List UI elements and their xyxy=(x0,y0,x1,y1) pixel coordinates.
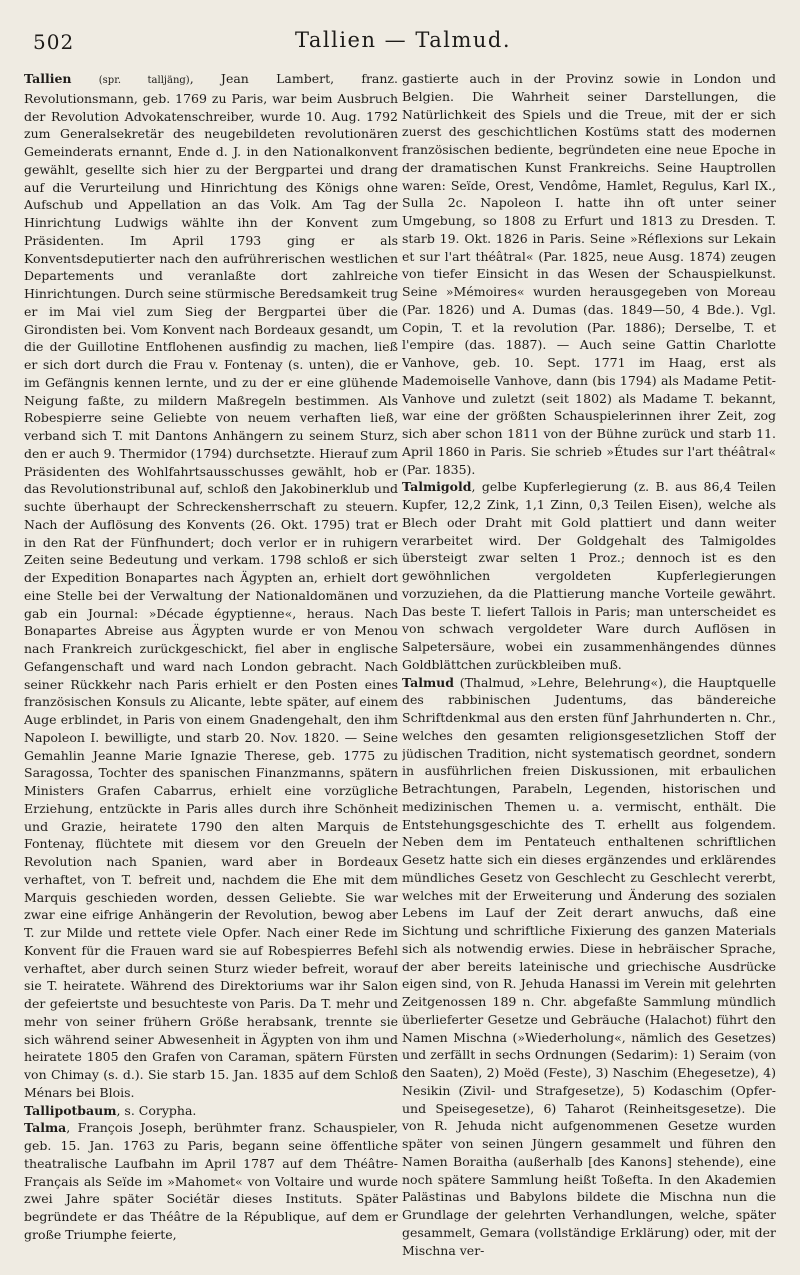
right-column xyxy=(402,70,776,1265)
running-title: Tallien — Talmud. xyxy=(294,28,512,52)
pronunciation: (spr. talljäng) xyxy=(98,75,190,86)
entry-text: , François Joseph, berühmter franz. Schauspieler, geb. 15. Jan. 1763 zu Paris, begann seine öffentliche theatralische Laufbahn im April 1787 auf dem Théâtre-Français als Seïde im »Mahomet« von Voltaire und wurde zwei Jahre später Sociétär dieses Instituts. Später begründete er das Théâtre de la République, auf dem er große Triumphe feierte, xyxy=(24,1120,398,1242)
headword: Tallien xyxy=(24,71,72,86)
entry-text: , gelbe Kupferlegierung (z. B. aus 86,4 Teilen Kupfer, 12,2 Zink, 1,1 Zinn, 0,3 Teilen Eisen), welche als Blech oder Draht mit Gold plattiert und dann weiter verarbeitet wird. Der Goldgehalt des Talmigoldes übersteigt zwar selten 1 Proz.; dennoch ist es den gewöhnlichen vergoldeten Kupferlegierungen vorzuziehen, da die Plattierung manche Vorteile gewährt. Das beste T. liefert Tallois in Paris; man unterscheidet es von schwach vergoldeter Ware durch Auflösen in Salpetersäure, wobei ein zusammenhängendes dünnes Goldblättchen zurückbleiben muß. xyxy=(402,479,776,672)
entry-talmigold xyxy=(402,478,776,673)
entry-text: , s. Corypha. xyxy=(116,1102,197,1118)
headword: Tallipotbaum xyxy=(24,1102,117,1118)
entry-talmud xyxy=(402,674,776,1260)
entry-talma xyxy=(24,1119,398,1243)
headword: Talmud xyxy=(402,674,455,690)
headword: Talma xyxy=(24,1120,67,1136)
entry-text: gastierte auch in der Provinz sowie in London und Belgien. Die Wahrheit seiner Darstellungen, die Natürlichkeit des Spiels und die Treue, mit der er sich zuerst des geschichtlichen Kostüms statt des modernen französischen bediente, begründeten eine neue Epoche in der dramatischen Kunst Frankreichs. Seine Hauptrollen waren: Seïde, Orest, Vendôme, Hamlet, Regulus, Karl IX., Sulla 2c. Napoleon I. hatte ihn oft unter seiner Umgebung, so 1808 zu Erfurt und 1813 zu Dresden. T. starb 19. Okt. 1826 in Paris. Seine »Réflexions sur Lekain et sur l'art théâtral« (Par. 1825, neue Ausg. 1874) zeugen von tiefer Einsicht in das Wesen der Schauspielkunst. Seine »Mémoires« wurden herausgegeben von Moreau (Par. 1826) und A. Dumas (das. 1849—50, 4 Bde.). Vgl. Copin, T. et la revolution (Par. 1886); Derselbe, T. et l'empire (das. 1887). — Auch seine Gattin Charlotte Vanhove, geb. 10. Sept. 1771 im Haag, erst als Mademoiselle Vanhove, dann (bis 1794) als Madame Petit-Vanhove und zuletzt (seit 1802) als Madame T. bekannt, war eine der größten Schauspielerinnen ihrer Zeit, zog sich aber schon 1811 von der Bühne zurück und starb 11. April 1860 in Paris. Sie schrieb »Études sur l'art théâtral« (Par. 1835). xyxy=(402,71,776,477)
page-number: 502 xyxy=(33,30,75,54)
left-column xyxy=(24,70,398,1265)
entry-talma-continued xyxy=(402,70,776,478)
entry-text: (Thalmud, »Lehre, Belehrung«), die Hauptquelle des rabbinischen Judentums, das bändereiche Schriftdenkmal aus den ersten fünf Jahrhunderten n. Chr., welches den gesamten religionsgesetzlichen Stoff der jüdischen Tradition, nicht systematisch geordnet, sondern in ausführlichen freien Diskussionen, mit erbaulichen Betrachtungen, Parabeln, Legenden, historischen und medizinischen Themen u. a. vermischt, enthält. Die Entstehungsgeschichte des T. erhellt aus folgendem. Neben dem im Pentateuch enthaltenen schriftlichen Gesetz hatte sich ein dieses ergänzendes und erklärendes mündliches Gesetz von Geschlecht zu Geschlecht vererbt, welches mit der Erweiterung und Änderung des sozialen Lebens im Lauf der Zeit derart anwuchs, daß eine Sichtung und schriftliche Fixierung des ganzen Materials sich als notwendig erwies. Diese in hebräischer Sprache, der aber bereits lateinische und griechische Ausdrücke eigen sind, von R. Jehuda Hanassi im Verein mit gelehrten Zeitgenossen 189 n. Chr. abgefaßte Sammlung mündlich überlieferter Gesetze und Gebräuche (Halachot) führt den Namen Mischna (»Wiederholung«, nämlich des Gesetzes) und zerfällt in sechs Ordnungen (Sedarim): 1) Seraim (von den Saaten), 2) Moëd (Feste), 3) Naschim (Ehegesetze), 4) Nesikin (Zivil- und Strafgesetze), 5) Kodaschim (Opfer- und Speisegesetze), 6) Taharot (Reinheitsgesetze). Die von R. Jehuda nicht aufgenommenen Gesetze wurden später von seinen Jüngern gesammelt und führen den Namen Boraitha (außerhalb [des Kanons] stehende), eine noch spätere Sammlung heißt Toßefta. In den Akademien Palästinas und Babylons bildete die Mischna nun die Grundlage der gelehrten Verhandlungen, welche, später gesammelt, Gemara (vollständige Erklärung) oder, mit der Mischna ver- xyxy=(402,674,776,1258)
headword: Talmigold xyxy=(402,479,472,495)
entry-tallien xyxy=(24,70,398,1102)
page-header xyxy=(33,28,773,58)
entry-text: , Jean Lambert, franz. Revolutionsmann, geb. 1769 zu Paris, war beim Ausbruch der Revolution Advokatenschreiber, wurde 10. Aug. 1792 zum Generalsekretär des neugebildeten revolutionären Gemeinderats ernannt, Ende d. J. in den Nationalkonvent gewählt, gesellte sich hier zu der Bergpartei und drang auf die Verurteilung und Hinrichtung des Königs ohne Aufschub und Appellation an das Volk. Am Tag der Hinrichtung Ludwigs wählte ihn der Konvent zum Präsidenten. Im April 1793 ging er als Konventsdeputierter nach den aufrührerischen westlichen Departements und veranlaßte dort zahlreiche Hinrichtungen. Durch seine stürmische Beredsamkeit trug er im Mai viel zum Sieg der Bergpartei über die Girondisten bei. Vom Konvent nach Bordeaux gesandt, um die der Guillotine Entflohenen ausfindig zu machen, ließ er sich dort durch die Frau v. Fontenay (s. unten), die er im Gefängnis kennen lernte, und zu der er eine glühende Neigung faßte, zu mildern Maßregeln bestimmen. Als Robespierre seine Geliebte von neuem verhaften ließ, verband sich T. mit Dantons Anhängern zu seinem Sturz, den er auch 9. Thermidor (1794) durchsetzte. Hierauf zum Präsidenten des Wohlfahrtsausschusses gewählt, hob er das Revolutionstribunal auf, schloß den Jakobinerklub und suchte überhaupt der Schreckensherrschaft zu steuern. Nach der Auflösung des Konvents (26. Okt. 1795) trat er in den Rat der Fünfhundert; doch verlor er in ruhigern Zeiten seine Bedeutung und verkam. 1798 schloß er sich der Expedition Bonapartes nach Ägypten an, erhielt dort eine Stelle bei der Verwaltung der Nationaldomänen und gab ein Journal: »Décade égyptienne«, heraus. Nach Bonapartes Abreise aus Ägypten wurde er von Menou nach Frankreich zurückgeschickt, fiel aber in englische Gefangenschaft und ward nach London gebracht. Nach seiner Rückkehr nach Paris erhielt er den Posten eines französischen Konsuls zu Alicante, lebte später, auf einem Auge erblindet, in Paris von einem Gnadengehalt, den ihm Napoleon I. bewilligte, und starb 20. Nov. 1820. — Seine Gemahlin Jeanne Marie Ignazie Therese, geb. 1775 zu Saragossa, Tochter des spanischen Finanzmanns, spätern Ministers Grafen Cabarrus, erhielt eine vorzügliche Erziehung, entzückte in Paris alles durch ihre Schönheit und Grazie, heiratete 1790 den alten Marquis de Fontenay, flüchtete mit diesem vor den Greueln der Revolution nach Spanien, ward aber in Bordeaux verhaftet, von T. befreit und, nachdem die Ehe mit dem Marquis geschieden worden, dessen Geliebte. Sie war zwar eine eifrige Anhängerin der Revolution, bewog aber T. zur Milde und rettete viele Opfer. Nach einer Rede im Konvent für die Frauen ward sie auf Robespierres Befehl verhaftet, aber durch seinen Sturz wieder befreit, worauf sie T. heiratete. Während des Direktoriums war ihr Salon der gefeiertste und besuchteste von Paris. Da T. mehr und mehr von seiner frühern Größe herabsank, trennte sie sich während seiner Abwesenheit in Ägypten von ihm und heiratete 1805 den Grafen von Caraman, spätern Fürsten von Chimay (s. d.). Sie starb 15. Jan. 1835 auf dem Schloß Ménars bei Blois. xyxy=(24,71,398,1100)
entry-tallipotbaum xyxy=(24,1102,398,1120)
